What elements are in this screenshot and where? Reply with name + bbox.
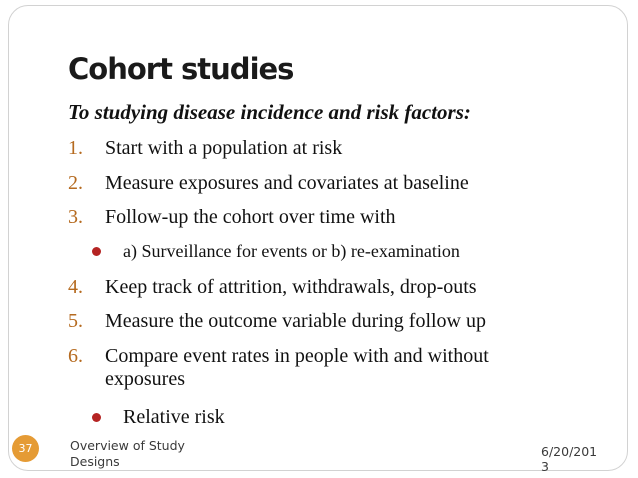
item-text: Follow-up the cohort over time with [105,206,396,228]
footer-deck-title: Overview of Study Designs [70,438,185,469]
list-item [68,310,545,333]
item-text: Start with a population at risk [105,137,343,159]
item-number: 5. [68,310,83,332]
sub-list-item [92,241,460,262]
slide-subtitle: To studying disease incidence and risk factors: [68,100,471,124]
item-number: 3. [68,206,83,228]
list-item [68,345,545,391]
list-item [68,276,545,299]
slide-title: Cohort studies [68,52,294,86]
list-item [68,137,545,160]
bullet-icon [92,247,101,256]
footer-date: 6/20/2013 [541,444,598,474]
item-number: 6. [68,345,83,367]
bullet-icon [92,413,101,422]
item-text: Measure exposures and covariates at baseline [105,172,469,194]
sub-item-text: Relative risk [123,406,225,428]
item-text: Measure the outcome variable during follow up [105,310,486,332]
item-number: 1. [68,137,83,159]
item-text: Keep track of attrition, withdrawals, drop-outs [105,276,477,298]
sub-list-item [92,406,225,429]
item-number: 2. [68,172,83,194]
sub-item-text: a) Surveillance for events or b) re-examination [123,241,460,261]
list-item [68,206,545,229]
item-number: 4. [68,276,83,298]
slide-number-badge: 37 [12,435,39,462]
list-item [68,172,545,195]
item-text: Compare event rates in people with and without exposures [105,345,489,390]
